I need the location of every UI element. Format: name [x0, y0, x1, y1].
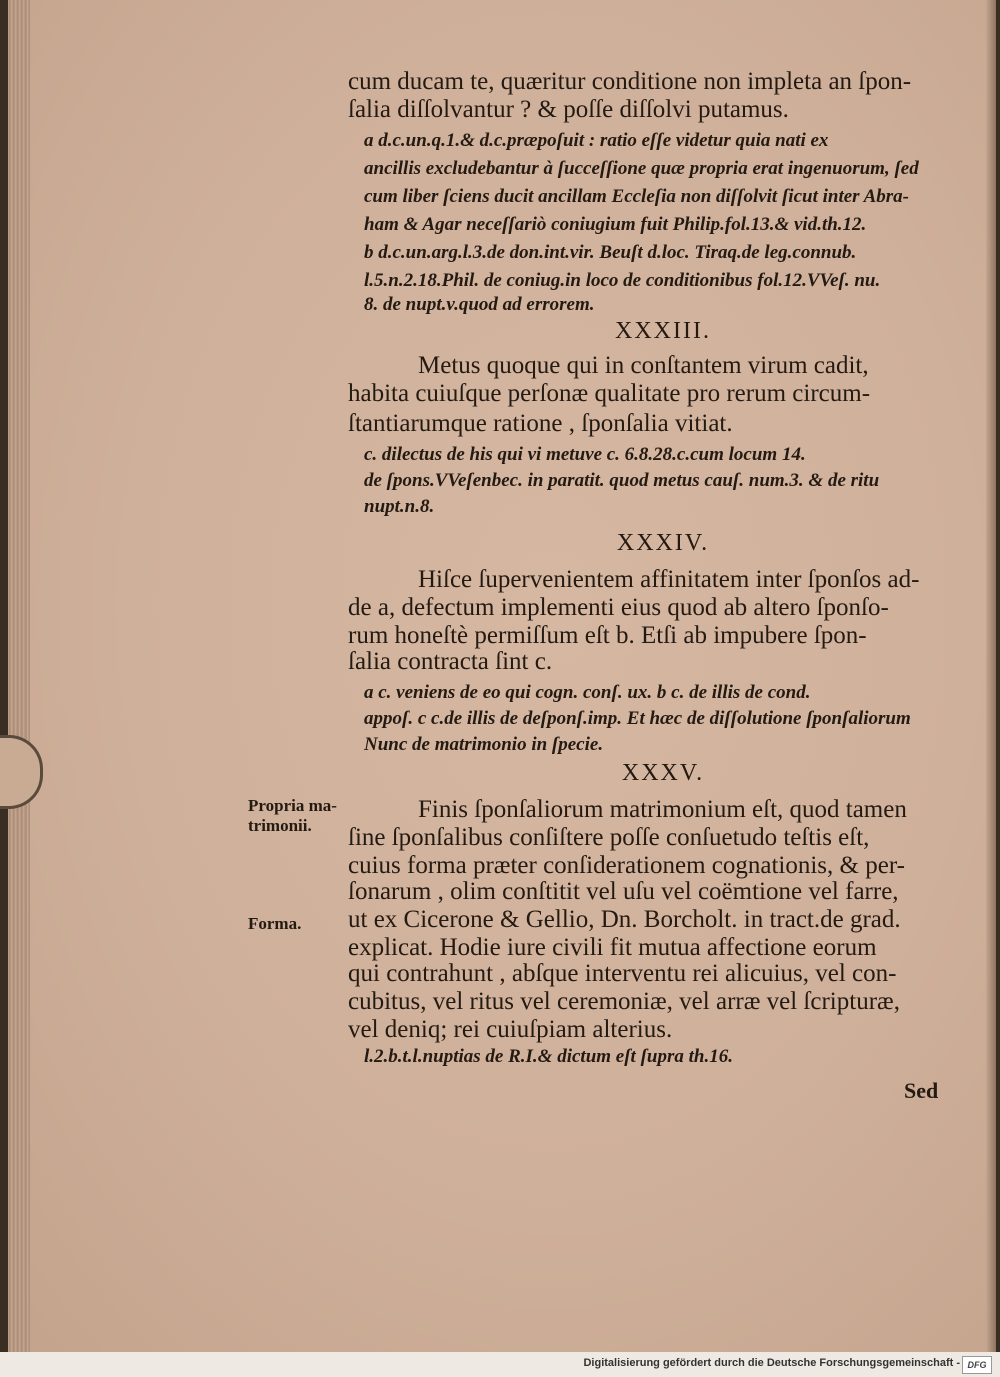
- text-line: rum honeſtè permiſſum eſt b. Etſi ab impubere ſpon-: [348, 622, 867, 649]
- footnote-line: Nunc de matrimonio in ſpecie.: [364, 734, 604, 755]
- page-edges: [8, 0, 30, 1352]
- text-line: cum ducam te, quæritur conditione non impleta an ſpon-: [348, 68, 912, 95]
- section-heading: XXXIV.: [616, 530, 710, 556]
- footnote-line: de ſpons.VVeſenbec. in paratit. quod metus cauſ. num.3. & de ritu: [364, 470, 880, 491]
- page-right-edge: [986, 0, 996, 1352]
- footnote-line: nupt.n.8.: [364, 496, 435, 517]
- footnote-line: c. dilectus de his qui vi metuve c. 6.8.28.c.cum locum 14.: [364, 444, 806, 465]
- footnote-line: appoſ. c c.de illis de deſponſ.imp. Et hæc de diſſolutione ſponſaliorum: [364, 708, 911, 729]
- footnote-line: 8. de nupt.v.quod ad errorem.: [364, 294, 595, 315]
- footnote-line: a c. veniens de eo qui cogn. conſ. ux. b c. de illis de cond.: [364, 682, 811, 703]
- footnote-line: ancillis excludebantur à ſucceſſione quæ propria erat ingenuorum, ſed: [364, 158, 919, 179]
- text-line: ſine ſponſalibus conſiſtere poſſe conſuetudo teſtis eſt,: [348, 824, 870, 851]
- section-heading: XXXV.: [621, 760, 705, 786]
- footer-credit: Digitalisierung gefördert durch die Deutsche Forschungsgemeinschaft -: [583, 1357, 960, 1369]
- text-line: ſonarum , olim conſtitit vel uſu vel coëmtione vel farre,: [348, 878, 899, 905]
- text-line: qui contrahunt , abſque interventu rei alicuius, vel con-: [348, 960, 897, 987]
- text-line: ſalia diſſolvantur ? & poſſe diſſolvi putamus.: [348, 96, 789, 123]
- catchword: Sed: [904, 1078, 939, 1103]
- text-line: Finis ſponſaliorum matrimonium eſt, quod tamen: [418, 796, 907, 823]
- text-line: Hiſce ſupervenientem affinitatem inter ſponſos ad-: [418, 566, 920, 593]
- margin-note-forma: Forma.: [248, 914, 302, 933]
- text-line: de a, defectum implementi eius quod ab altero ſponſo-: [348, 594, 889, 621]
- text-line: vel deniq; rei cuiuſpiam alterius.: [348, 1016, 673, 1043]
- text-line: cubitus, vel ritus vel ceremoniæ, vel arræ vel ſcripturæ,: [348, 988, 900, 1015]
- dfg-logo-icon: DFG: [962, 1356, 992, 1374]
- text-line: ut ex Cicerone & Gellio, Dn. Borcholt. in tract.de grad.: [348, 906, 901, 933]
- text-line: habita cuiuſque perſonæ qualitate pro rerum circum-: [348, 380, 871, 407]
- text-line: ſtantiarumque ratione , ſponſalia vitiat.: [348, 410, 733, 437]
- book-page: [8, 0, 996, 1352]
- footnote-line: l.2.b.t.l.nuptias de R.I.& dictum eſt ſupra th.16.: [364, 1046, 733, 1067]
- footnote-line: ham & Agar neceſſariò coniugium fuit Philip.fol.13.& vid.th.12.: [364, 214, 867, 235]
- text-line: ſalia contracta ſint c.: [348, 648, 553, 675]
- text-line: cuius forma præter conſiderationem cognationis, & per-: [348, 852, 905, 879]
- footer-bar: [0, 1352, 1000, 1377]
- margin-note-propria-2: trimonii.: [248, 816, 312, 835]
- footnote-line: cum liber ſciens ducit ancillam Eccleſia non diſſolvit ſicut inter Abra-: [364, 186, 909, 207]
- footnote-line: l.5.n.2.18.Phil. de coniug.in loco de conditionibus fol.12.VVeſ. nu.: [364, 270, 881, 291]
- footnote-line: a d.c.un.q.1.& d.c.præpoſuit : ratio eſſe videtur quia nati ex: [364, 130, 829, 151]
- margin-note-propria-1: Propria ma-: [248, 796, 337, 815]
- text-line: Metus quoque qui in conſtantem virum cadit,: [418, 352, 869, 379]
- section-heading: XXXIII.: [615, 318, 711, 344]
- text-line: explicat. Hodie iure civili fit mutua affectione eorum: [348, 934, 877, 961]
- footnote-line: b d.c.un.arg.l.3.de don.int.vir. Beuſt d.loc. Tiraq.de leg.connub.: [364, 242, 857, 263]
